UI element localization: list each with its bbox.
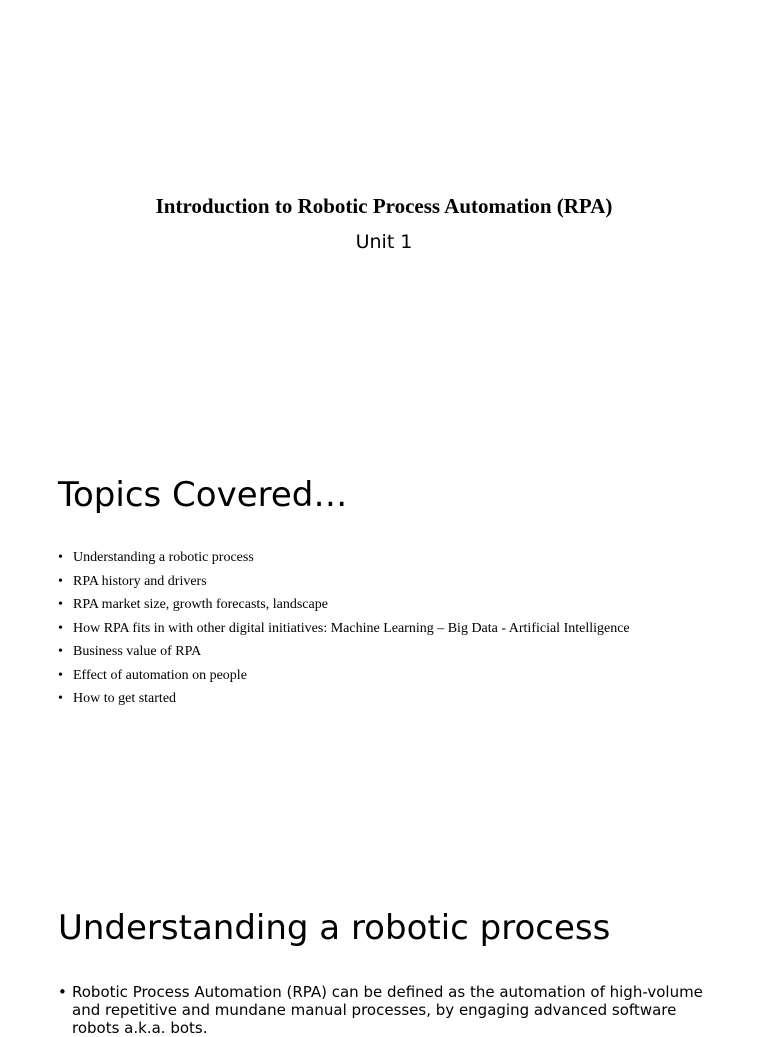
topics-list — [58, 546, 630, 711]
topic-item: • RPA market size, growth forecasts, landscape — [58, 593, 630, 617]
slide-subtitle: Unit 1 — [355, 231, 413, 253]
understanding-heading: Understanding a robotic process — [58, 908, 611, 948]
slide-title: Introduction to Robotic Process Automation (RPA) — [155, 194, 613, 218]
rpa-definition-list — [58, 983, 708, 1037]
topic-item: • Business value of RPA — [58, 640, 630, 664]
topic-item: • How RPA fits in with other digital initiatives: Machine Learning – Big Data - Artificial Intelligence — [58, 617, 630, 641]
rpa-definition-text: • Robotic Process Automation (RPA) can be defined as the automation of high-volume and repetitive and mundane manual processes, by engaging advanced software robots a.k.a. bots. — [58, 983, 708, 1037]
topics-heading: Topics Covered… — [58, 475, 348, 515]
topic-item: • How to get started — [58, 687, 630, 711]
topic-item: • Effect of automation on people — [58, 664, 630, 688]
topic-item: • RPA history and drivers — [58, 570, 630, 594]
topic-item: • Understanding a robotic process — [58, 546, 630, 570]
